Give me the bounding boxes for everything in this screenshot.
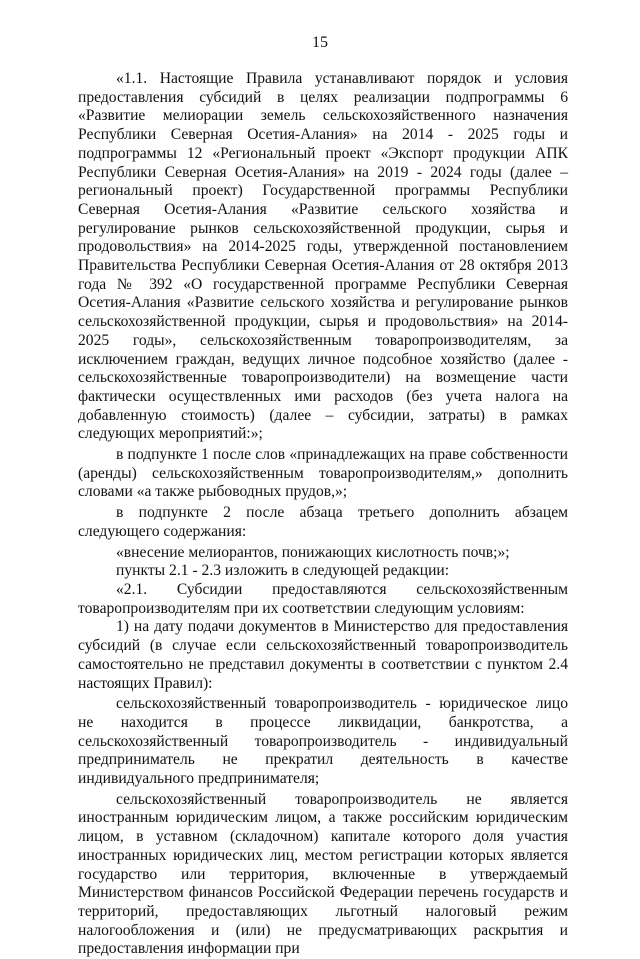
paragraph-points-2-1-2-3: пункты 2.1 - 2.3 изложить в следующей редакции: [116,562,450,580]
paragraph-condition-1: 1) на дату подачи документов в Министерство для предоставления субсидий (в случае если сельскохозяйственный товаропроизводитель самостоятельно не представил документы в соответствии с пунктом 2.4 настоящих Правил): [78,618,568,692]
page-number: 15 [312,34,328,51]
paragraph-foreign-entity: сельскохозяйственный товаропроизводитель не является иностранным юридическим лицом, а также российским юридическим лицом, в уставном (складочном) капитале которого доля участия иностранных юридических лиц, местом регистрации которых является государство или территория, включенные в утверждаемый Министерством финансов Российской Федерации перечень государств и территорий, предоставляющих льготный налоговый режим налогообложения и (или) не предусматривающих раскрытия и предоставления информации при [78,790,568,958]
paragraph-meliorants: «внесение мелиорантов, понижающих кислотность почв;»; [116,543,510,561]
paragraph-subpoint-1: в подпункте 1 после слов «принадлежащих на праве собственности (аренды) сельскохозяйственным товаропроизводителям,» дополнить словами «а также рыбоводных прудов,»; [78,446,568,501]
paragraph-subpoint-2: в подпункте 2 после абзаца третьего дополнить абзацем следующего содержания: [78,504,568,540]
paragraph-1-1: «1.1. Настоящие Правила устанавливают порядок и условия предоставления субсидий в целях реализации подпрограммы 6 «Развитие мелиорации земель сельскохозяйственного назначения Республики Северная Осетия-Алания» на 2014 - 2025 годы и подпрограммы 12 «Региональный проект «Экспорт продукции АПК Республики Северная Осетия-Алания» на 2019 - 2024 годы (далее – региональный проект) Государственной программы Республики Северная Осетия-Алания «Развитие сельского хозяйства и регулирование рынков сельскохозяйственной продукции, сырья и продовольствия» на 2014-2025 годы, утвержденной постановлением Правительства Республики Северная Осетия-Алания от 28 октября 2013 года № 392 «О государственной программе Республики Северная Осетия-Алания «Развитие сельского хозяйства и регулирование рынков сельскохозяйственной продукции, сырья и продовольствия» на 2014-2025 годы», сельскохозяйственным товаропроизводителям, за исключением граждан, ведущих личное подсобное хозяйство (далее - сельскохозяйственные товаропроизводители) на возмещение части фактически осуществленных ими расходов (без учета налога на добавленную стоимость) (далее – субсидии, затраты) в рамках следующих мероприятий:»; [78,70,568,443]
document-body [78,70,568,959]
paragraph-legal-entity: сельскохозяйственный товаропроизводитель - юридическое лицо не находится в процессе ликвидации, банкротства, а сельскохозяйственный товаропроизводитель - индивидуальный предприниматель не прекратил деятельность в качестве индивидуального предпринимателя; [78,695,568,788]
paragraph-2-1: «2.1. Субсидии предоставляются сельскохозяйственным товаропроизводителям при их соответствии следующим условиям: [78,580,568,617]
